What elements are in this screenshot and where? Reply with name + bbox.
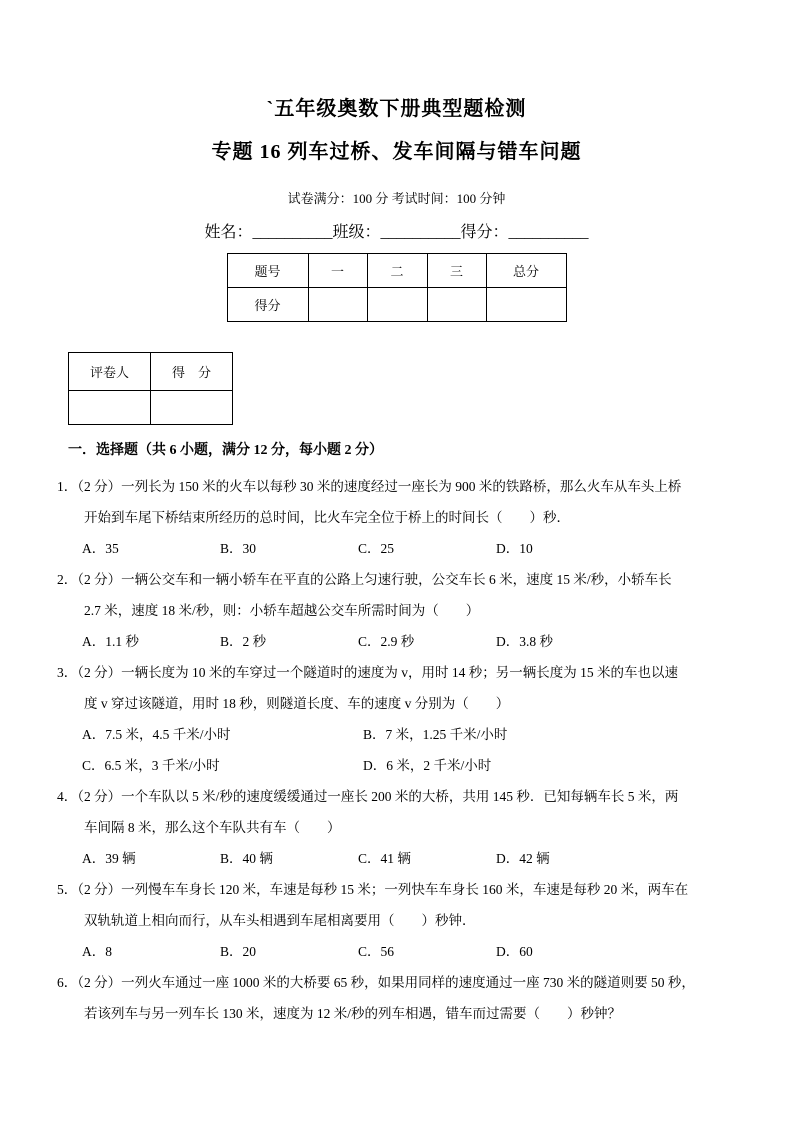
questions-list <box>57 471 753 1029</box>
option-c: C．2.9 秒 <box>358 634 415 649</box>
grader-table <box>68 352 233 425</box>
score-table-value-cell <box>486 288 566 322</box>
option-b: B．2 秒 <box>220 634 267 649</box>
question-text-line: 6．（2 分）一列火车通过一座 1000 米的大桥要 65 秒，如果用同样的速度通过一座 730 米的隧道则要 50 秒， <box>57 975 695 990</box>
option-c: C．6.5 米，3 千米/小时 <box>82 758 220 773</box>
question-3 <box>57 657 753 781</box>
option-a: A．35 <box>82 541 119 556</box>
option-a: A．39 辆 <box>82 851 136 866</box>
option-b: B．7 米，1.25 千米/小时 <box>363 727 508 742</box>
question-6 <box>57 967 753 1029</box>
option-a: A．1.1 秒 <box>82 634 139 649</box>
question-text-line: 1．（2 分）一列长为 150 米的火车以每秒 30 米的速度经过一座长为 900 米的铁路桥，那么火车从车头上桥 <box>57 479 682 494</box>
option-c: C．56 <box>358 944 395 959</box>
question-text-line: 双轨轨道上相向而行，从车头相遇到车尾相离要用（ ）秒钟． <box>84 913 476 928</box>
option-b: B．20 <box>220 944 257 959</box>
option-b: B．40 辆 <box>220 851 273 866</box>
question-options-row <box>82 719 753 750</box>
score-table-value-cell <box>367 288 427 322</box>
score-table-header-cell: 题号 <box>227 254 308 288</box>
question-options-row <box>82 936 753 967</box>
option-d: D．3.8 秒 <box>496 634 553 649</box>
grader-score-header-cell: 得 分 <box>151 353 233 391</box>
question-text-line: 度 v 穿过该隧道，用时 18 秒，则隧道长度、车的速度 v 分别为（ ） <box>84 696 510 711</box>
option-c: C．41 辆 <box>358 851 411 866</box>
score-summary-table <box>227 253 567 322</box>
option-d: D．6 米，2 千米/小时 <box>363 758 492 773</box>
option-a: A．8 <box>82 944 112 959</box>
score-table-row-label: 得分 <box>227 288 308 322</box>
score-table-value-cell <box>427 288 486 322</box>
grader-header-cell: 评卷人 <box>69 353 151 391</box>
score-table-header-cell: 总分 <box>486 254 566 288</box>
question-text-line: 3．（2 分）一辆长度为 10 米的车穿过一个隧道时的速度为 v，用时 14 秒；另一辆长度为 15 米的车也以速 <box>57 665 678 680</box>
page-title: `五年级奥数下册典型题检测 <box>266 98 527 120</box>
question-options-row <box>82 843 753 874</box>
question-5 <box>57 874 753 967</box>
score-table-score-row <box>227 288 566 322</box>
grader-value-cell <box>151 391 233 425</box>
question-2 <box>57 564 753 657</box>
question-options-row <box>82 533 753 564</box>
exam-info: 试卷满分：100 分 考试时间：100 分钟 <box>287 191 506 206</box>
question-text-line: 2．（2 分）一辆公交车和一辆小轿车在平直的公路上匀速行驶，公交车长 6 米，速度 15 米/秒，小轿车长 <box>57 572 672 587</box>
question-text-line: 5．（2 分）一列慢车车身长 120 米，车速是每秒 15 米；一列快车车身长 160 米，车速是每秒 20 米，两车在 <box>57 882 689 897</box>
score-table-header-cell: 三 <box>427 254 486 288</box>
option-c: C．25 <box>358 541 395 556</box>
question-text-line: 车间隔 8 米，那么这个车队共有车（ ） <box>84 820 341 835</box>
question-text-line: 4．（2 分）一个车队以 5 米/秒的速度缓缓通过一座长 200 米的大桥，共用 145 秒．已知每辆车长 5 米，两 <box>57 789 679 804</box>
option-d: D．60 <box>496 944 533 959</box>
question-text-line: 2.7 米，速度 18 米/秒，则：小轿车超越公交车所需时间为（ ） <box>84 603 480 618</box>
section-heading-multiple-choice: 一．选择题（共 6 小题，满分 12 分，每小题 2 分） <box>68 443 383 458</box>
question-options-row <box>82 626 753 657</box>
option-d: D．10 <box>496 541 533 556</box>
score-table-value-cell <box>308 288 367 322</box>
score-table-header-cell: 一 <box>308 254 367 288</box>
option-d: D．42 辆 <box>496 851 550 866</box>
option-a: A．7.5 米，4.5 千米/小时 <box>82 727 231 742</box>
question-4 <box>57 781 753 874</box>
grader-value-cell <box>69 391 151 425</box>
page-subtitle: 专题 16 列车过桥、发车间隔与错车问题 <box>211 141 582 163</box>
question-options-row <box>82 750 753 781</box>
question-text-line: 开始到车尾下桥结束所经历的总时间，比火车完全位于桥上的时间长（ ）秒． <box>84 510 570 525</box>
score-table-header-cell: 二 <box>367 254 427 288</box>
option-b: B．30 <box>220 541 257 556</box>
score-table-header-row <box>227 254 566 288</box>
name-class-score-line: 姓名：__________班级：__________得分：__________ <box>204 224 589 241</box>
question-text-line: 若该列车与另一列车长 130 米，速度为 12 米/秒的列车相遇，错车而过需要（ ）秒钟？ <box>84 1006 621 1021</box>
grader-table-blank-row <box>69 391 233 425</box>
grader-table-header-row <box>69 353 233 391</box>
question-1 <box>57 471 753 564</box>
